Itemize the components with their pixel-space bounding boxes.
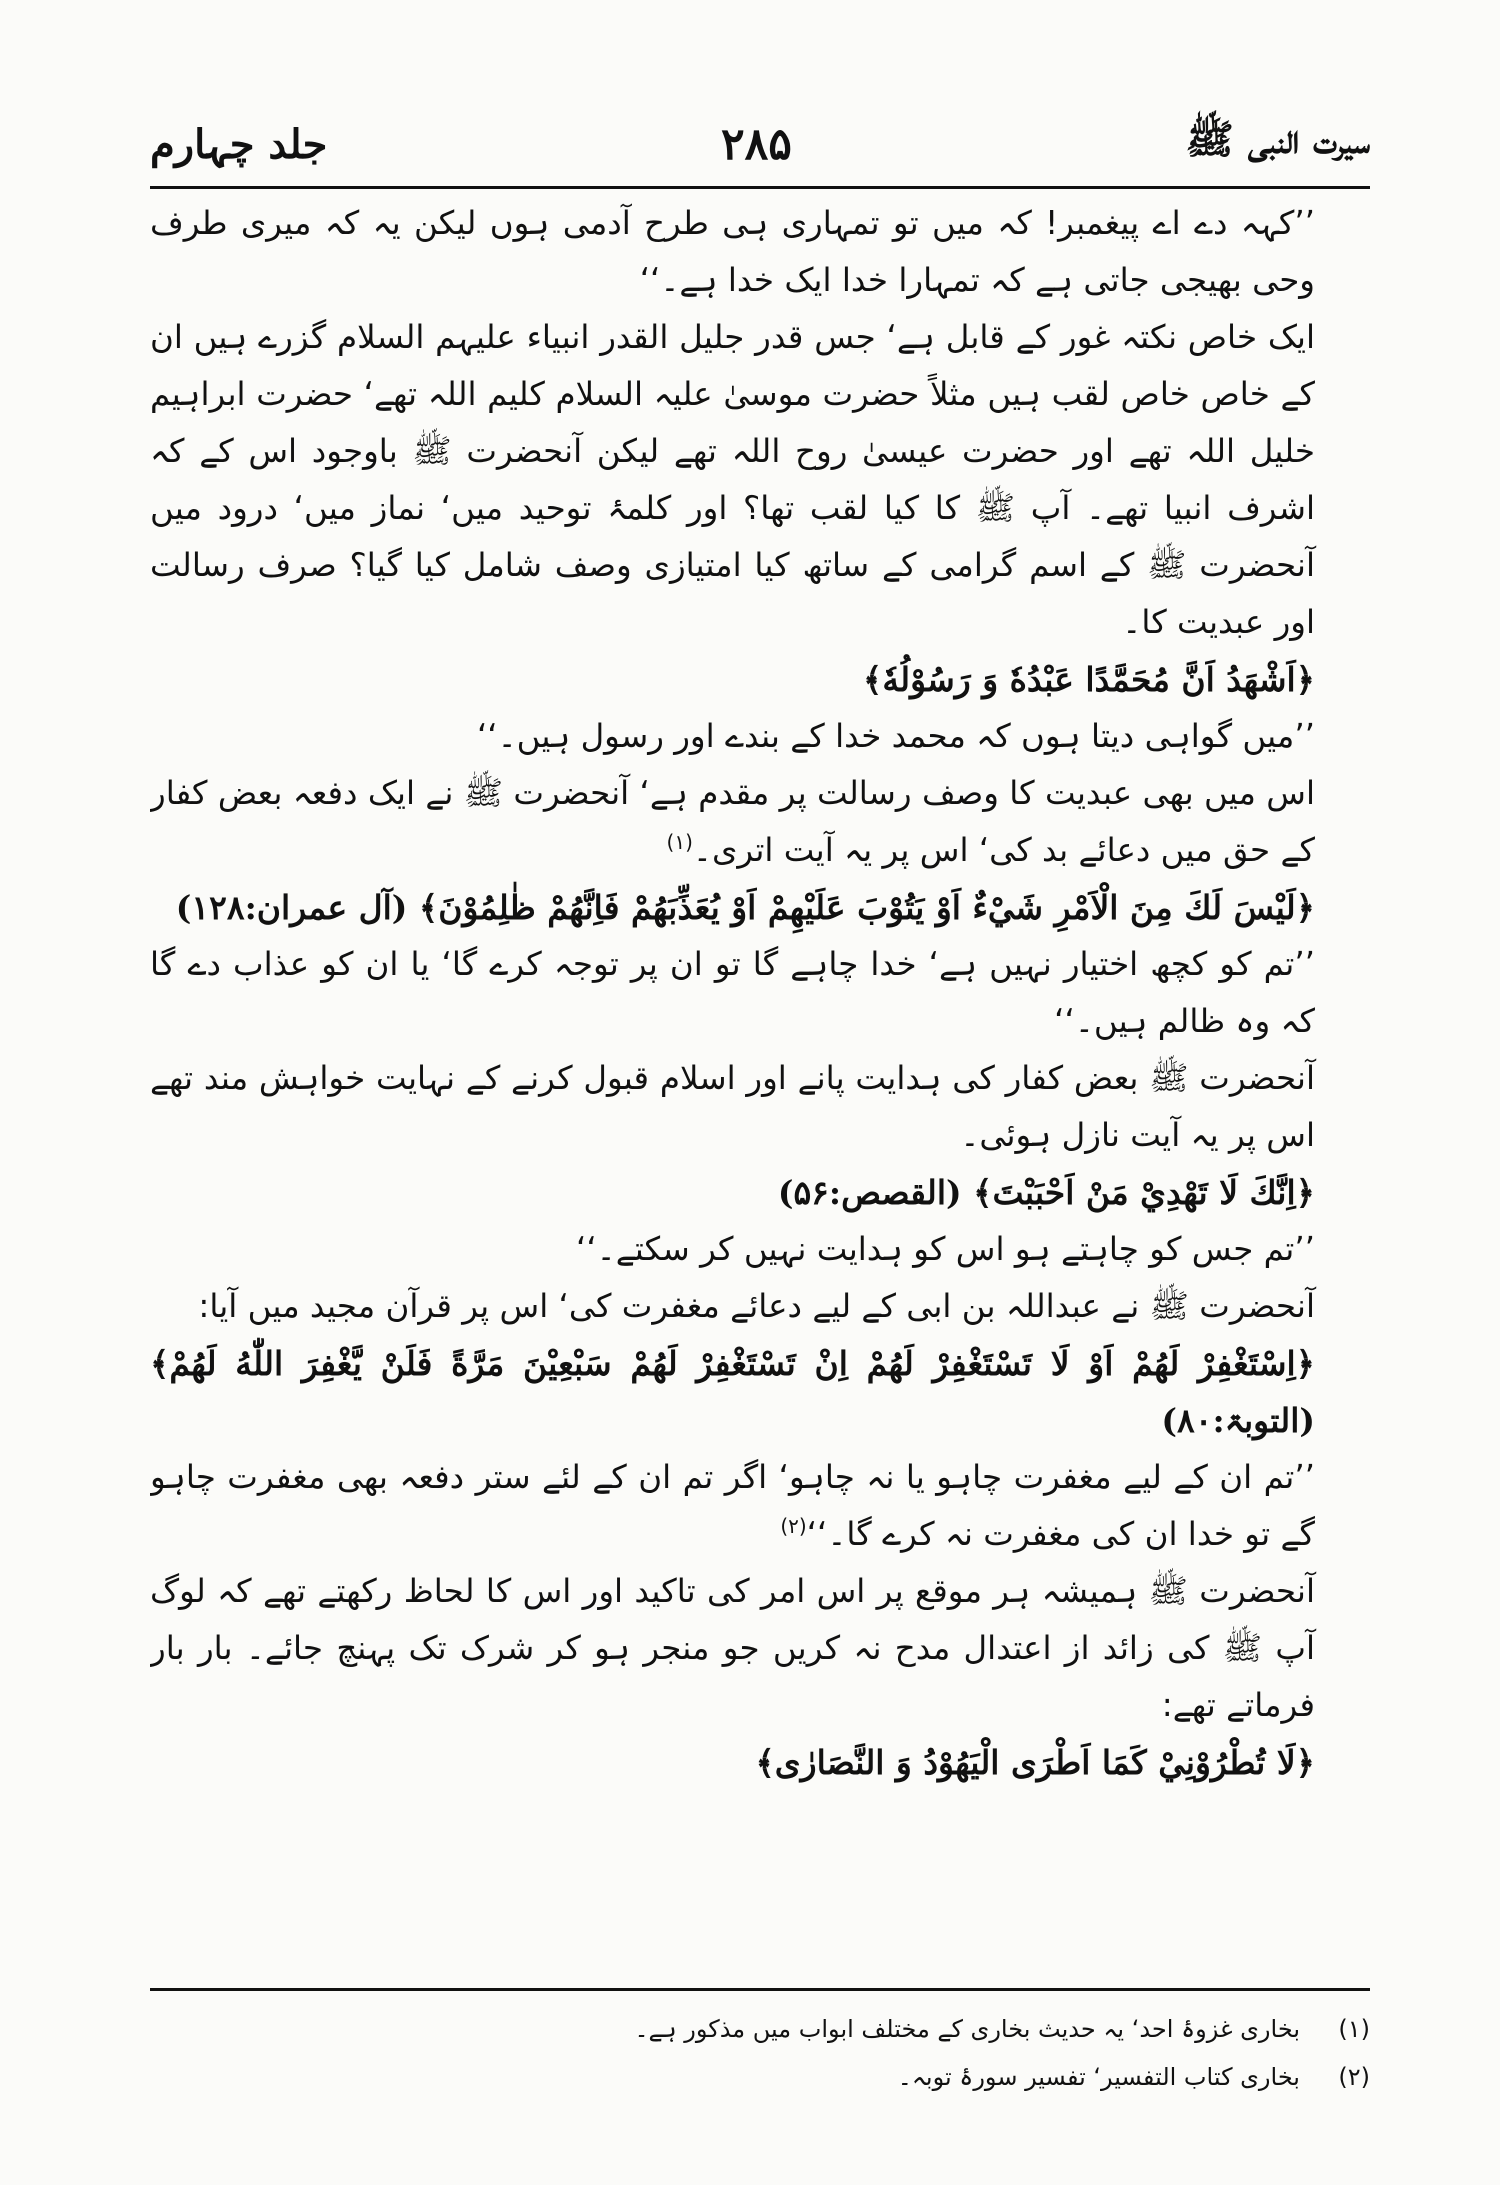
quote-paragraph: ’’تم جس کو چاہتے ہو اس کو ہدایت نہیں کر سکتے۔‘‘ (576, 1230, 1315, 1268)
paragraph: آنحضرت ﷺ نے عبداللہ بن ابی کے لیے دعائے مغفرت کی‘ اس پر قرآن مجید میں آیا: (198, 1287, 1315, 1325)
footnote-marker: (۱) (666, 830, 693, 855)
verse-reference: (آل عمران:۱۲۸) (175, 888, 408, 927)
page-header (150, 104, 1370, 184)
footnote-marker: (۲) (780, 1514, 807, 1539)
header-divider (150, 186, 1370, 189)
volume-label: جلد چہارم (150, 120, 328, 168)
book-title: سیرت النبی ﷺ (1185, 116, 1370, 163)
main-text (150, 195, 1370, 1940)
verse-text: ﴿اِسْتَغْفِرْ لَهُمْ اَوْ لَا تَسْتَغْفِرْ لَهُمْ اِنْ تَسْتَغْفِرْ لَهُمْ سَبْعِيْنَ مَرَّةً فَلَنْ يَّغْفِرَ اللّٰهُ لَهُمْ﴾ (150, 1344, 1315, 1383)
quote-paragraph (150, 1449, 1370, 1563)
paragraph-text: ’’تم ان کے لیے مغفرت چاہو یا نہ چاہو‘ اگر تم ان کے لئے ستر دفعہ بھی مغفرت چاہو گے تو خدا ان کی مغفرت نہ کرے گا۔‘‘ (150, 1458, 1315, 1553)
paragraph (150, 765, 1370, 879)
paragraph: آنحضرت ﷺ بعض کفار کی ہدایت پانے اور اسلام قبول کرنے کے نہایت خواہش مند تھے اس پر یہ آیت نازل ہوئی۔ (150, 1059, 1315, 1154)
verse-reference: (القصص:۵۶) (777, 1173, 962, 1212)
verse-text: ﴿لَيْسَ لَكَ مِنَ الْاَمْرِ شَيْءٌ اَوْ يَتُوْبَ عَلَيْهِمْ اَوْ يُعَذِّبَهُمْ فَاِنَّهُمْ ظٰلِمُوْنَ﴾ (418, 888, 1315, 927)
arabic-verse: ﴿اَشْهَدُ اَنَّ مُحَمَّدًا عَبْدُهٗ وَ رَسُوْلُهٗ﴾ (863, 660, 1315, 699)
paragraph-text: اس میں بھی عبدیت کا وصف رسالت پر مقدم ہے‘ آنحضرت ﷺ نے ایک دفعہ بعض کفار کے حق میں دعائے بد کی‘ اس پر یہ آیت اتری۔ (150, 774, 1315, 869)
verse-text: ﴿اِنَّكَ لَا تَهْدِيْ مَنْ اَحْبَبْتَ﴾ (973, 1173, 1315, 1212)
footnote-text: بخاری غزوۂ احد‘ یہ حدیث بخاری کے مختلف ابواب میں مذکور ہے۔ (634, 2015, 1300, 2043)
footnote (150, 2005, 1370, 2053)
arabic-verse (150, 1164, 1370, 1221)
quote-paragraph: ’’میں گواہی دیتا ہوں کہ محمد خدا کے بندے اور رسول ہیں۔‘‘ (476, 717, 1315, 755)
arabic-verse (150, 879, 1370, 936)
page-number: ۲۸۵ (720, 118, 792, 170)
footnote-text: بخاری کتاب التفسیر‘ تفسیر سورۂ توبہ۔ (897, 2063, 1300, 2091)
footnote-number: (۲) (1338, 2063, 1370, 2091)
verse-reference: (التوبۃ:۸۰) (1161, 1401, 1315, 1440)
arabic-verse: ﴿لَا تُطْرُوْنِيْ كَمَا اَطْرَى الْيَهُوْدُ وَ النَّصَارٰى﴾ (755, 1743, 1315, 1782)
footnote (150, 2053, 1370, 2101)
quote-paragraph: ’’تم کو کچھ اختیار نہیں ہے‘ خدا چاہے گا تو ان پر توجہ کرے گا‘ یا ان کو عذاب دے گا کہ وہ ظالم ہیں۔‘‘ (150, 945, 1315, 1040)
arabic-verse (150, 1335, 1370, 1449)
paragraph: آنحضرت ﷺ ہمیشہ ہر موقع پر اس امر کی تاکید اور اس کا لحاظ رکھتے تھے کہ لوگ آپ ﷺ کی زائد از اعتدال مدح نہ کریں جو منجر ہو کر شرک تک پہنچ جائے۔ بار بار فرماتے تھے: (150, 1572, 1315, 1724)
paragraph: ایک خاص نکتہ غور کے قابل ہے‘ جس قدر جلیل القدر انبیاء علیہم السلام گزرے ہیں ان کے خاص خاص لقب ہیں مثلاً حضرت موسیٰ علیہ السلام کلیم اللہ تھے‘ حضرت ابراہیم خلیل اللہ تھے اور حضرت عیسیٰ روح اللہ تھے لیکن آنحضرت ﷺ باوجود اس کے کہ اشرف انبیا تھے۔ آپ ﷺ کا کیا لقب تھا؟ اور کلمۂ توحید میں‘ نماز میں‘ درود میں آنحضرت ﷺ کے اسم گرامی کے ساتھ کیا امتیازی وصف شامل کیا گیا؟ صرف رسالت اور عبدیت کا۔ (150, 318, 1315, 641)
footnote-number: (۱) (1338, 2015, 1370, 2043)
footnotes (150, 2005, 1370, 2101)
quote-paragraph: ’’کہہ دے اے پیغمبر! کہ میں تو تمہاری ہی طرح آدمی ہوں لیکن یہ کہ میری طرف وحی بھیجی جاتی ہے کہ تمہارا خدا ایک خدا ہے۔‘‘ (150, 204, 1315, 299)
footnote-divider (150, 1988, 1370, 1991)
